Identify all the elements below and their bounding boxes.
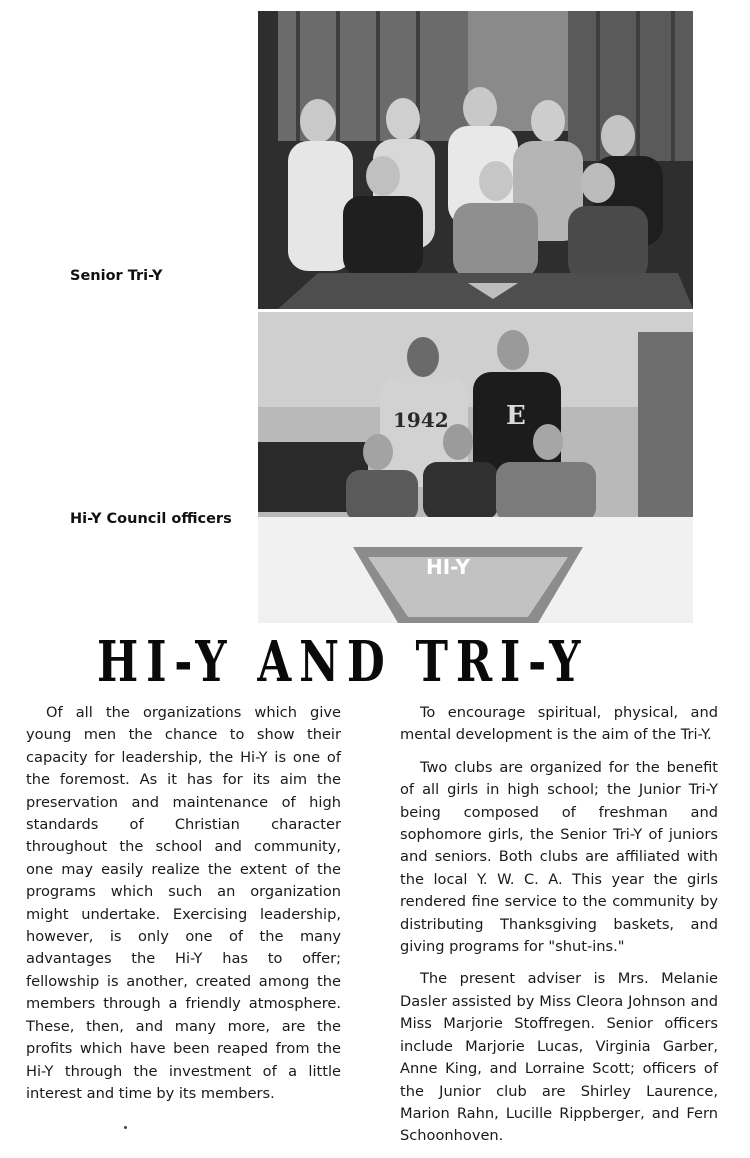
right-column [400,702,718,1158]
caption-hi-y-council: Hi-Y Council officers [70,511,232,527]
page-mark [124,1126,127,1129]
sweater-1942-text: 1942 [393,408,449,432]
sweater-letter-text: E [506,401,526,431]
left-column [26,702,341,1115]
right-paragraph: Two clubs are organized for the benefit of all girls in high school; the Junior Tri-Y being composed of freshman and sophomore girls, the Senior Tri-Y of juniors and seniors. Both clubs are affiliated with the local Y. W. C. A. This year the girls rendered fine service to the community by distributing Thanksgiving baskets, and giving programs for "shut-ins." [400,758,718,956]
right-paragraph: The present adviser is Mrs. Melanie Dasler assisted by Miss Cleora Johnson and Miss Marjorie Stoffregen. Senior officers include Marjorie Lucas, Virginia Garber, Anne King, and Lorraine Scott; officers of the Junior club are Shirley Laurence, Marion Rahn, Lucille Rippberger, and Fern Schoonhoven. [400,970,718,1145]
photo-senior-tri-y-image [258,11,693,309]
photo-hi-y-council [258,312,693,623]
photo-hi-y-council-image [258,312,693,623]
banner-hi-y-text: HI-Y [426,555,471,579]
right-paragraph: To encourage spiritual, physical, and mental development is the aim of the Tri-Y. [400,704,718,744]
left-paragraph: Of all the organizations which give young men the chance to show their capacity for leadership, the Hi-Y is one of the foremost. As it has for its aim the preservation and maintenance of high standards of Christian character throughout the school and community, one may easily realize the extent of the programs which such an organization might undertake. Exercising leadership, however, is only one of the many advantages the Hi-Y has to offer; fellowship is another, created among the members through a friendly atmosphere. These, then, and many more, are the profits which have been reaped from the Hi-Y through the investment of a little interest and time by its members. [26,704,341,1102]
caption-senior-tri-y: Senior Tri-Y [70,268,163,284]
page-headline: HI-Y AND TRI-Y [97,629,589,695]
photo-senior-tri-y [258,11,693,309]
